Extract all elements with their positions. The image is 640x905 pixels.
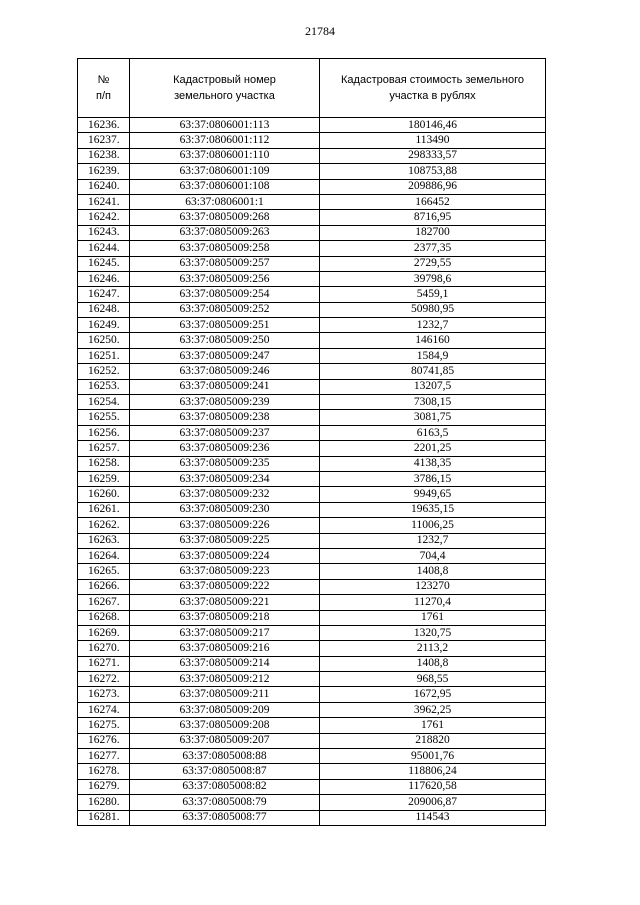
table-row [78, 256, 546, 271]
table-row [78, 471, 546, 486]
row-number: 16264. [78, 548, 130, 563]
cadastral-value: 180146,46 [320, 118, 546, 133]
cadastral-number: 63:37:0805009:225 [130, 533, 320, 548]
cadastral-value: 1761 [320, 610, 546, 625]
row-number: 16269. [78, 625, 130, 640]
cadastral-number: 63:37:0805009:217 [130, 625, 320, 640]
header-row [78, 59, 546, 118]
table-row [78, 779, 546, 794]
row-number: 16259. [78, 471, 130, 486]
row-number: 16248. [78, 302, 130, 317]
table-row [78, 287, 546, 302]
header-cadastral-number-line-2: земельного участка [174, 90, 275, 102]
cadastral-value: 182700 [320, 225, 546, 240]
row-number: 16247. [78, 287, 130, 302]
cadastral-number: 63:37:0805009:246 [130, 364, 320, 379]
cadastral-number: 63:37:0805009:247 [130, 348, 320, 363]
table-row [78, 564, 546, 579]
table-row [78, 148, 546, 163]
header-cadastral-value [320, 59, 546, 118]
page-number: 21784 [305, 24, 335, 38]
cadastral-number: 63:37:0805009:258 [130, 241, 320, 256]
table-row [78, 133, 546, 148]
cadastral-number: 63:37:0805009:232 [130, 487, 320, 502]
table-row [78, 379, 546, 394]
table-row [78, 210, 546, 225]
row-number: 16242. [78, 210, 130, 225]
cadastral-number: 63:37:0805009:268 [130, 210, 320, 225]
cadastral-value: 9949,65 [320, 487, 546, 502]
header-num [78, 59, 130, 118]
cadastral-value: 113490 [320, 133, 546, 148]
cadastral-number: 63:37:0805009:263 [130, 225, 320, 240]
cadastral-number: 63:37:0805009:208 [130, 718, 320, 733]
table-row [78, 241, 546, 256]
cadastral-number: 63:37:0805009:238 [130, 410, 320, 425]
row-number: 16277. [78, 749, 130, 764]
row-number: 16279. [78, 779, 130, 794]
row-number: 16260. [78, 487, 130, 502]
row-number: 16275. [78, 718, 130, 733]
cadastral-value: 3786,15 [320, 471, 546, 486]
row-number: 16256. [78, 425, 130, 440]
table-row [78, 302, 546, 317]
header-cadastral-value-line-1: Кадастровая стоимость земельного [341, 74, 524, 86]
row-number: 16240. [78, 179, 130, 194]
table-row [78, 502, 546, 517]
cadastral-number: 63:37:0805009:209 [130, 702, 320, 717]
row-number: 16239. [78, 164, 130, 179]
cadastral-number: 63:37:0805009:207 [130, 733, 320, 748]
cadastral-number: 63:37:0805009:214 [130, 656, 320, 671]
row-number: 16246. [78, 271, 130, 286]
cadastral-value: 218820 [320, 733, 546, 748]
cadastral-number: 63:37:0805009:236 [130, 441, 320, 456]
cadastral-number: 63:37:0805009:250 [130, 333, 320, 348]
cadastral-value: 1672,95 [320, 687, 546, 702]
cadastral-number: 63:37:0805008:87 [130, 764, 320, 779]
table-row [78, 456, 546, 471]
cadastral-number: 63:37:0805008:79 [130, 795, 320, 810]
cadastral-value: 704,4 [320, 548, 546, 563]
table-row [78, 595, 546, 610]
table-row [78, 672, 546, 687]
cadastral-value: 1320,75 [320, 625, 546, 640]
table-row [78, 810, 546, 825]
cadastral-number: 63:37:0806001:110 [130, 148, 320, 163]
cadastral-number: 63:37:0806001:112 [130, 133, 320, 148]
cadastral-number: 63:37:0805009:241 [130, 379, 320, 394]
row-number: 16245. [78, 256, 130, 271]
cadastral-number: 63:37:0805009:252 [130, 302, 320, 317]
row-number: 16268. [78, 610, 130, 625]
table-row [78, 610, 546, 625]
row-number: 16236. [78, 118, 130, 133]
table-row [78, 118, 546, 133]
cadastral-value: 80741,85 [320, 364, 546, 379]
table-row [78, 333, 546, 348]
cadastral-number: 63:37:0805008:82 [130, 779, 320, 794]
row-number: 16250. [78, 333, 130, 348]
cadastral-value: 1408,8 [320, 564, 546, 579]
cadastral-value: 7308,15 [320, 395, 546, 410]
cadastral-value: 123270 [320, 579, 546, 594]
cadastral-number: 63:37:0805009:254 [130, 287, 320, 302]
cadastral-value: 3081,75 [320, 410, 546, 425]
table-row [78, 410, 546, 425]
row-number: 16267. [78, 595, 130, 610]
cadastral-value: 1584,9 [320, 348, 546, 363]
table-row [78, 641, 546, 656]
row-number: 16278. [78, 764, 130, 779]
row-number: 16262. [78, 518, 130, 533]
row-number: 16281. [78, 810, 130, 825]
cadastral-number: 63:37:0805009:223 [130, 564, 320, 579]
row-number: 16238. [78, 148, 130, 163]
row-number: 16253. [78, 379, 130, 394]
row-number: 16261. [78, 502, 130, 517]
cadastral-number: 63:37:0805009:212 [130, 672, 320, 687]
cadastral-number: 63:37:0805009:239 [130, 395, 320, 410]
cadastral-table [77, 58, 546, 826]
table-row [78, 441, 546, 456]
table-row [78, 164, 546, 179]
table-row [78, 348, 546, 363]
cadastral-number: 63:37:0805009:230 [130, 502, 320, 517]
cadastral-value: 118806,24 [320, 764, 546, 779]
row-number: 16266. [78, 579, 130, 594]
table-row [78, 656, 546, 671]
table-row [78, 764, 546, 779]
cadastral-number: 63:37:0805008:77 [130, 810, 320, 825]
cadastral-value: 2201,25 [320, 441, 546, 456]
row-number: 16249. [78, 318, 130, 333]
row-number: 16255. [78, 410, 130, 425]
cadastral-value: 1408,8 [320, 656, 546, 671]
cadastral-value: 2377,35 [320, 241, 546, 256]
table-row [78, 749, 546, 764]
table-row [78, 718, 546, 733]
cadastral-value: 209006,87 [320, 795, 546, 810]
cadastral-number: 63:37:0805008:88 [130, 749, 320, 764]
row-number: 16270. [78, 641, 130, 656]
row-number: 16237. [78, 133, 130, 148]
cadastral-number: 63:37:0806001:108 [130, 179, 320, 194]
cadastral-number: 63:37:0805009:218 [130, 610, 320, 625]
cadastral-value: 8716,95 [320, 210, 546, 225]
cadastral-value: 6163,5 [320, 425, 546, 440]
table-row [78, 518, 546, 533]
cadastral-value: 1232,7 [320, 318, 546, 333]
table-row [78, 795, 546, 810]
row-number: 16257. [78, 441, 130, 456]
row-number: 16274. [78, 702, 130, 717]
table-row [78, 687, 546, 702]
cadastral-number: 63:37:0805009:237 [130, 425, 320, 440]
table-row [78, 318, 546, 333]
header-num-line-1: № [97, 74, 110, 86]
cadastral-number: 63:37:0806001:109 [130, 164, 320, 179]
row-number: 16254. [78, 395, 130, 410]
cadastral-value: 114543 [320, 810, 546, 825]
cadastral-value: 50980,95 [320, 302, 546, 317]
table-row [78, 533, 546, 548]
table-row [78, 364, 546, 379]
cadastral-value: 19635,15 [320, 502, 546, 517]
cadastral-value: 1761 [320, 718, 546, 733]
cadastral-value: 2729,55 [320, 256, 546, 271]
table-row [78, 225, 546, 240]
table-row [78, 271, 546, 286]
table-row [78, 179, 546, 194]
cadastral-value: 11006,25 [320, 518, 546, 533]
cadastral-number: 63:37:0805009:221 [130, 595, 320, 610]
table-body [78, 118, 546, 826]
cadastral-value: 209886,96 [320, 179, 546, 194]
cadastral-value: 2113,2 [320, 641, 546, 656]
cadastral-number: 63:37:0805009:222 [130, 579, 320, 594]
cadastral-number: 63:37:0805009:257 [130, 256, 320, 271]
row-number: 16280. [78, 795, 130, 810]
row-number: 16265. [78, 564, 130, 579]
header-num-line-2: п/п [96, 90, 111, 102]
table-row [78, 625, 546, 640]
header-cadastral-value-line-2: участка в рублях [389, 90, 476, 102]
row-number: 16241. [78, 194, 130, 209]
row-number: 16244. [78, 241, 130, 256]
row-number: 16243. [78, 225, 130, 240]
table-row [78, 702, 546, 717]
cadastral-number: 63:37:0805009:235 [130, 456, 320, 471]
row-number: 16271. [78, 656, 130, 671]
cadastral-value: 39798,6 [320, 271, 546, 286]
cadastral-value: 968,55 [320, 672, 546, 687]
table-row [78, 579, 546, 594]
cadastral-number: 63:37:0805009:234 [130, 471, 320, 486]
cadastral-value: 5459,1 [320, 287, 546, 302]
table-header [78, 59, 546, 118]
table-row [78, 733, 546, 748]
cadastral-number: 63:37:0805009:256 [130, 271, 320, 286]
header-cadastral-number-line-1: Кадастровый номер [173, 74, 276, 86]
cadastral-number: 63:37:0805009:251 [130, 318, 320, 333]
cadastral-number: 63:37:0806001:113 [130, 118, 320, 133]
cadastral-value: 1232,7 [320, 533, 546, 548]
cadastral-number: 63:37:0805009:211 [130, 687, 320, 702]
cadastral-value: 3962,25 [320, 702, 546, 717]
cadastral-value: 146160 [320, 333, 546, 348]
table-row [78, 194, 546, 209]
cadastral-value: 117620,58 [320, 779, 546, 794]
row-number: 16258. [78, 456, 130, 471]
row-number: 16251. [78, 348, 130, 363]
table-row [78, 548, 546, 563]
row-number: 16252. [78, 364, 130, 379]
table-row [78, 395, 546, 410]
cadastral-value: 108753,88 [320, 164, 546, 179]
cadastral-number: 63:37:0806001:1 [130, 194, 320, 209]
cadastral-value: 298333,57 [320, 148, 546, 163]
cadastral-number: 63:37:0805009:226 [130, 518, 320, 533]
cadastral-value: 13207,5 [320, 379, 546, 394]
row-number: 16272. [78, 672, 130, 687]
cadastral-number: 63:37:0805009:224 [130, 548, 320, 563]
table-row [78, 425, 546, 440]
cadastral-number: 63:37:0805009:216 [130, 641, 320, 656]
header-cadastral-number [130, 59, 320, 118]
row-number: 16273. [78, 687, 130, 702]
row-number: 16263. [78, 533, 130, 548]
cadastral-value: 4138,35 [320, 456, 546, 471]
cadastral-value: 166452 [320, 194, 546, 209]
table-row [78, 487, 546, 502]
cadastral-value: 11270,4 [320, 595, 546, 610]
row-number: 16276. [78, 733, 130, 748]
cadastral-value: 95001,76 [320, 749, 546, 764]
